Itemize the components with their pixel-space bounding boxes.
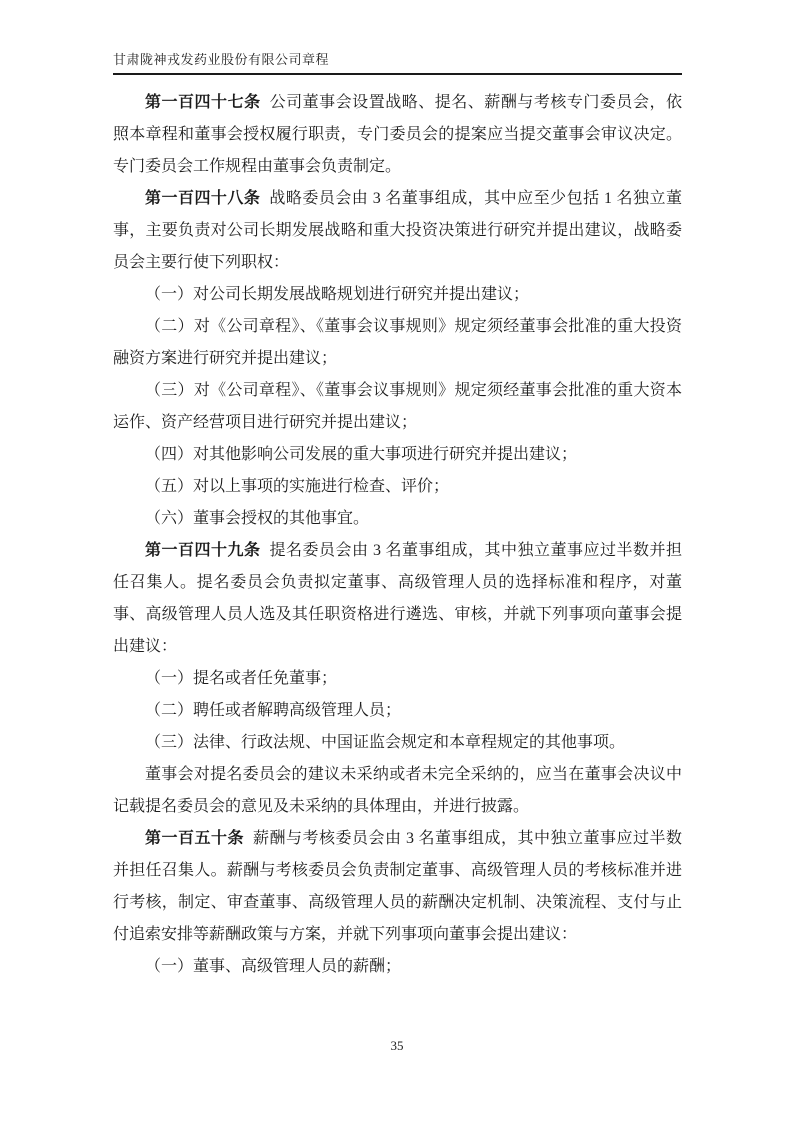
page-number: 35 [390,1038,404,1053]
paragraph-text: 战略委员会由 3 名董事组成，其中应至少包括 1 名独立董事，主要负责对公司长期发展战略和重大投资决策进行研究并提出建议，战略委员会主要行使下列职权： [113,190,682,271]
paragraph-article-148 [113,183,682,279]
list-item-148-5 [113,471,682,503]
article-number: 第一百四十九条 [145,542,261,559]
paragraph-text: （三）对《公司章程》、《董事会议事规则》规定须经董事会批准的重大资本运作、资产经营项目进行研究并提出建议； [113,382,682,431]
paragraph-text: （三）法律、行政法规、中国证监会规定和本章程规定的其他事项。 [145,734,626,751]
list-item-149-2 [113,695,682,727]
list-item-149-3 [113,727,682,759]
list-item-148-1 [113,279,682,311]
paragraph-text: （二）对《公司章程》、《董事会议事规则》规定须经董事会批准的重大投资融资方案进行研究并提出建议； [113,318,682,367]
list-item-148-3 [113,375,682,439]
paragraph-text: （一）提名或者任免董事； [145,670,338,687]
paragraph-text: （六）董事会授权的其他事宜。 [145,510,370,527]
article-number: 第一百五十条 [145,830,244,847]
paragraph-article-147 [113,87,682,183]
article-number: 第一百四十七条 [145,94,261,111]
paragraph-text: 公司董事会设置战略、提名、薪酬与考核专门委员会，依照本章程和董事会授权履行职责，专门委员会的提案应当提交董事会审议决定。专门委员会工作规程由董事会负责制定。 [113,94,682,175]
paragraph-text: （一）对公司长期发展战略规划进行研究并提出建议； [145,286,530,303]
list-item-148-4 [113,439,682,471]
paragraph-text: （四）对其他影响公司发展的重大事项进行研究并提出建议； [145,446,578,463]
paragraph-text: 薪酬与考核委员会由 3 名董事组成，其中独立董事应过半数并担任召集人。薪酬与考核委员会负责制定董事、高级管理人员的考核标准并进行考核，制定、审查董事、高级管理人员的薪酬决定机制、决策流程、支付与止付追索安排等薪酬政策与方案，并就下列事项向董事会提出建议： [113,830,682,943]
list-item-150-1 [113,951,682,983]
list-item-149-1 [113,663,682,695]
paragraph-text: （二）聘任或者解聘高级管理人员； [145,702,402,719]
article-number: 第一百四十八条 [145,190,261,207]
page-header [113,52,682,75]
paragraph-text: （五）对以上事项的实施进行检查、评价； [145,478,450,495]
list-item-148-2 [113,311,682,375]
paragraph-text: （一）董事、高级管理人员的薪酬； [145,958,402,975]
header-title: 甘肃陇神戎发药业股份有限公司章程 [113,52,330,67]
paragraph-text: 董事会对提名委员会的建议未采纳或者未完全采纳的，应当在董事会决议中记载提名委员会的意见及未采纳的具体理由，并进行披露。 [113,766,682,815]
document-body [113,87,682,983]
paragraph-article-150 [113,823,682,951]
paragraph-text: 提名委员会由 3 名董事组成，其中独立董事应过半数并担任召集人。提名委员会负责拟定董事、高级管理人员的选择标准和程序，对董事、高级管理人员人选及其任职资格进行遴选、审核，并就下列事项向董事会提出建议： [113,542,682,655]
page-footer [0,1038,794,1054]
paragraph-article-149 [113,535,682,663]
list-item-148-6 [113,503,682,535]
paragraph-149-disclosure [113,759,682,823]
